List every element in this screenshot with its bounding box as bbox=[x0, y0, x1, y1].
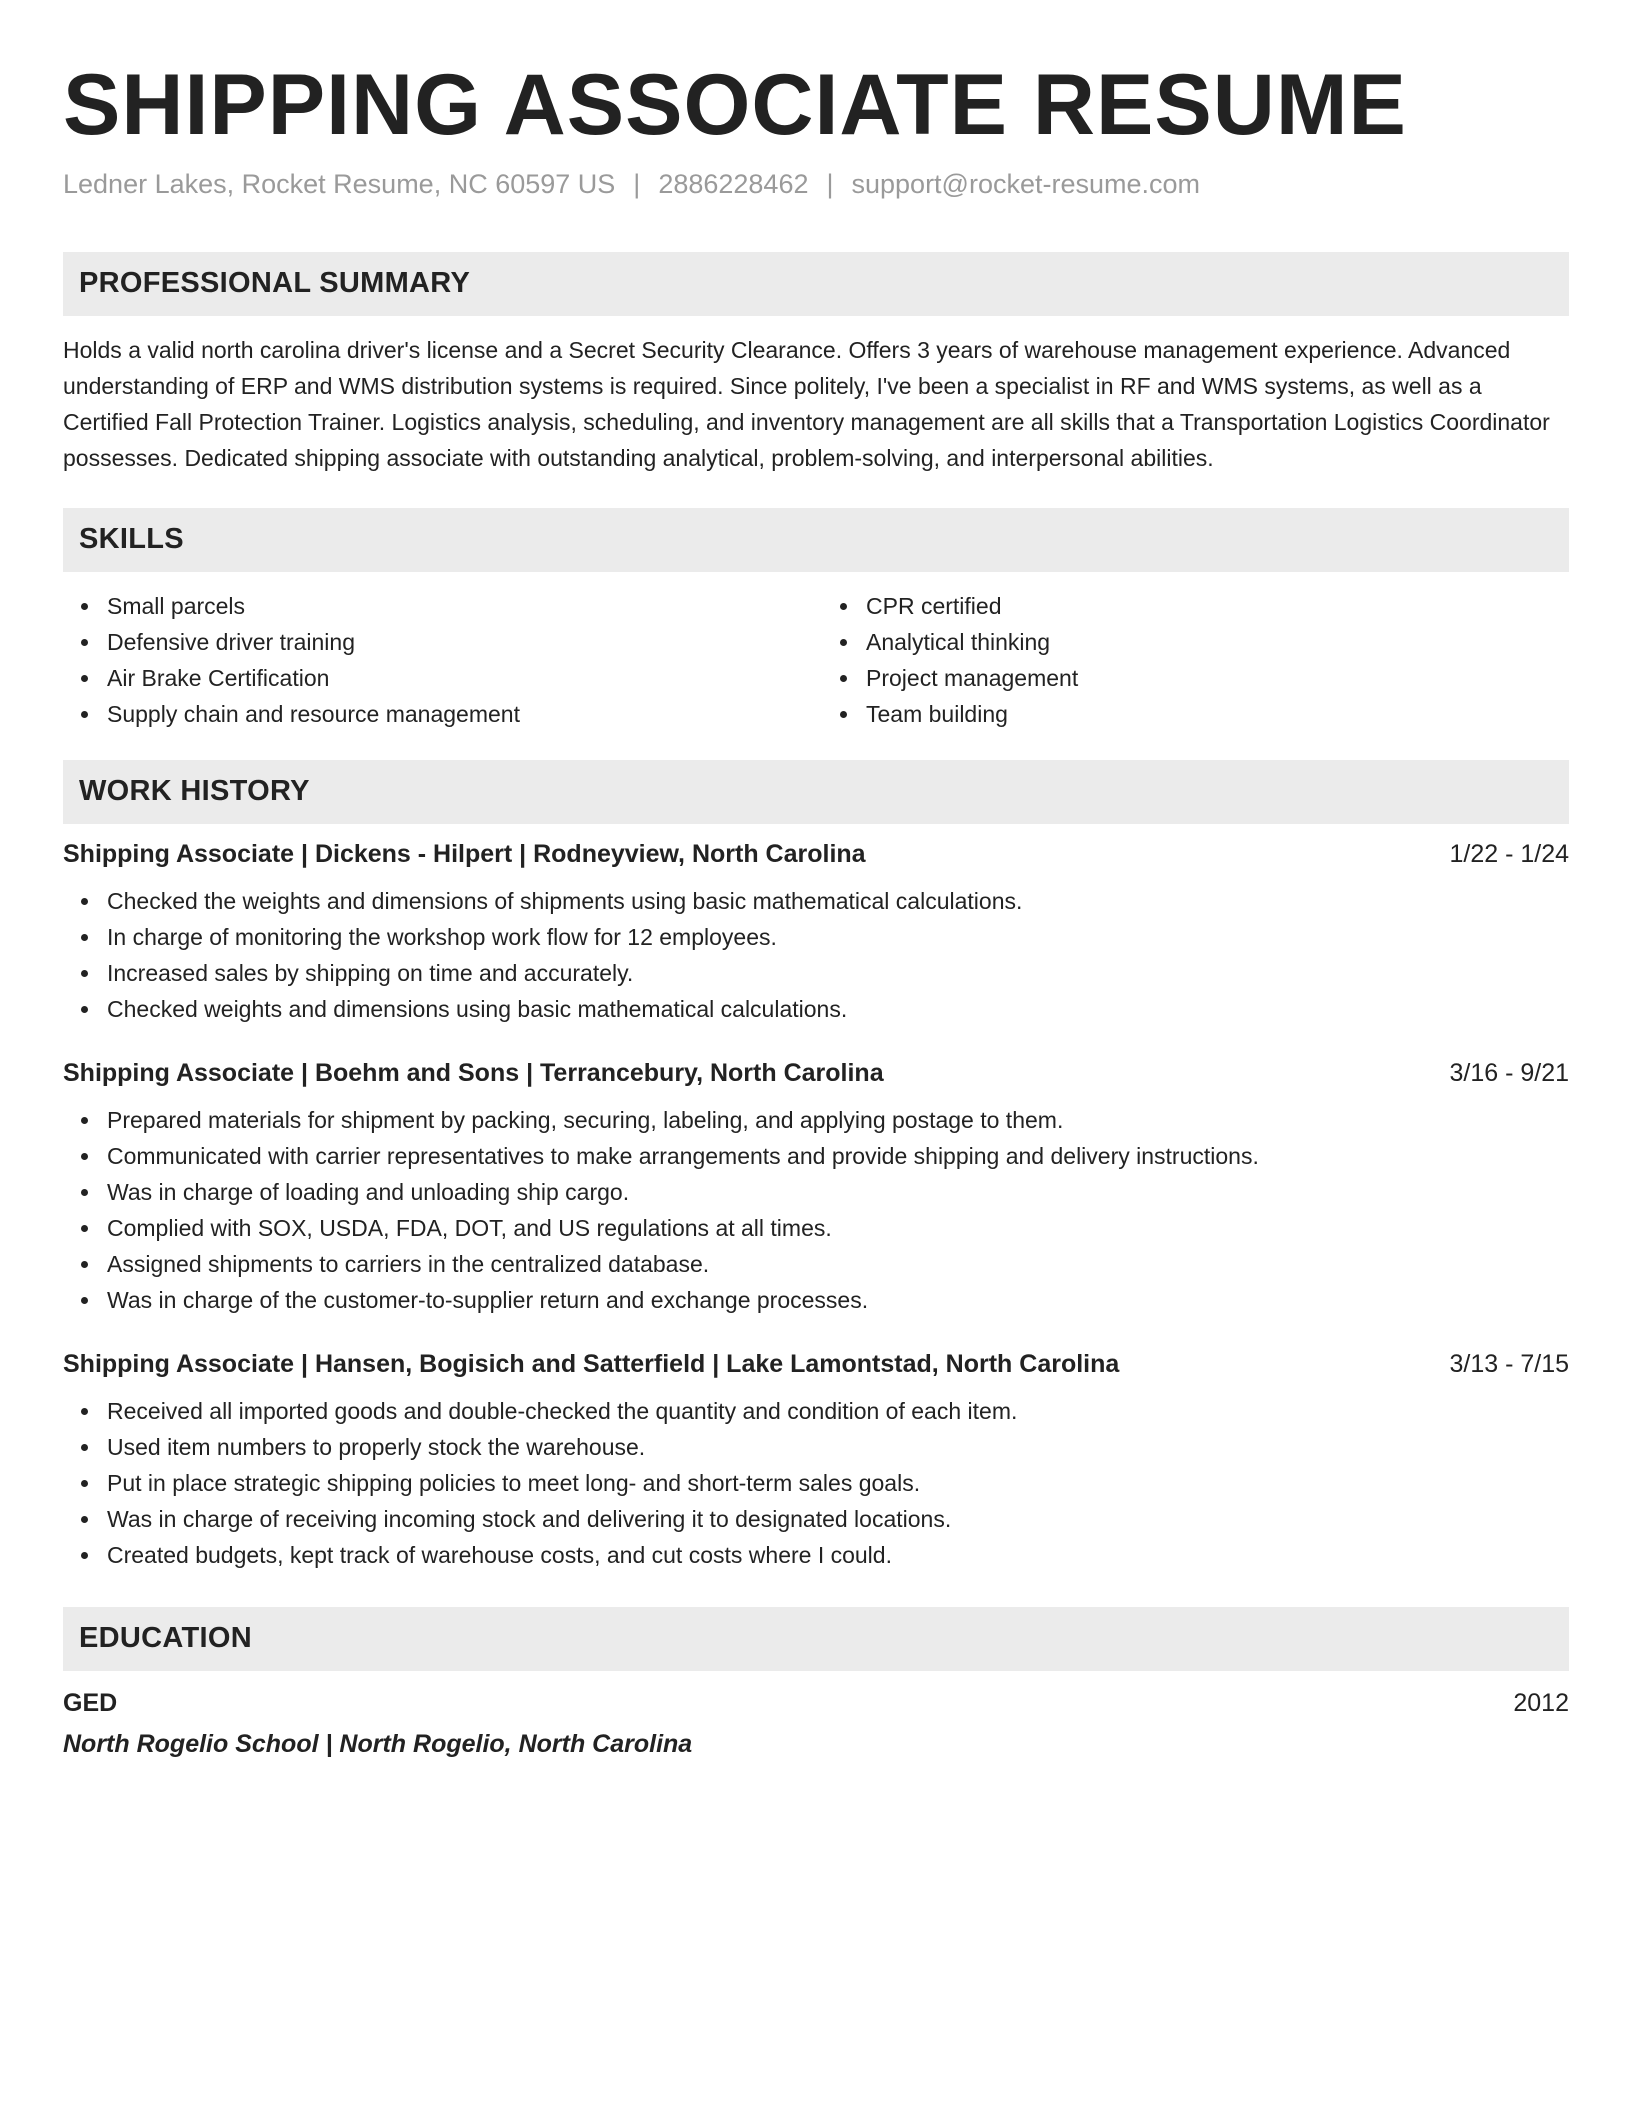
job-entry bbox=[63, 840, 1569, 1027]
job-bullet: Was in charge of the customer-to-supplier return and exchange processes. bbox=[107, 1282, 1569, 1318]
skills-grid bbox=[63, 588, 1569, 732]
skill-item: Analytical thinking bbox=[866, 624, 1569, 660]
job-bullet: Used item numbers to properly stock the warehouse. bbox=[107, 1429, 1569, 1465]
job-dates: 1/22 - 1/24 bbox=[1449, 839, 1569, 868]
job-bullet: Checked the weights and dimensions of shipments using basic mathematical calculations. bbox=[107, 883, 1569, 919]
job-title: Shipping Associate | Dickens - Hilpert | Rodneyview, North Carolina bbox=[63, 839, 866, 868]
job-bullet: Prepared materials for shipment by packing, securing, labeling, and applying postage to them. bbox=[107, 1102, 1569, 1138]
job-bullet: Was in charge of receiving incoming stock and delivering it to designated locations. bbox=[107, 1501, 1569, 1537]
education-degree: GED bbox=[63, 1688, 118, 1717]
job-title: Shipping Associate | Boehm and Sons | Terrancebury, North Carolina bbox=[63, 1058, 884, 1087]
job-bullet: Communicated with carrier representatives to make arrangements and provide shipping and delivery instructions. bbox=[107, 1138, 1569, 1174]
education-entry bbox=[63, 1689, 1569, 1759]
job-bullet: In charge of monitoring the workshop work flow for 12 employees. bbox=[107, 919, 1569, 955]
contact-phone: 2886228462 bbox=[658, 168, 809, 199]
skill-item: Team building bbox=[866, 696, 1569, 732]
job-bullet: Received all imported goods and double-checked the quantity and condition of each item. bbox=[107, 1393, 1569, 1429]
job-bullet: Created budgets, kept track of warehouse costs, and cut costs where I could. bbox=[107, 1537, 1569, 1573]
job-bullet: Was in charge of loading and unloading ship cargo. bbox=[107, 1174, 1569, 1210]
job-bullet: Put in place strategic shipping policies to meet long- and short-term sales goals. bbox=[107, 1465, 1569, 1501]
skills-list-right bbox=[816, 588, 1569, 732]
contact-email: support@rocket-resume.com bbox=[851, 168, 1201, 199]
job-bullets bbox=[63, 883, 1569, 1027]
skill-item: Supply chain and resource management bbox=[107, 696, 816, 732]
section-header-education: EDUCATION bbox=[63, 1607, 1569, 1671]
job-bullet: Increased sales by shipping on time and accurately. bbox=[107, 955, 1569, 991]
skill-item: Small parcels bbox=[107, 588, 816, 624]
skill-item: CPR certified bbox=[866, 588, 1569, 624]
skill-item: Air Brake Certification bbox=[107, 660, 816, 696]
education-school: North Rogelio School | North Rogelio, North Carolina bbox=[63, 1729, 693, 1758]
job-bullets bbox=[63, 1102, 1569, 1318]
job-bullet: Assigned shipments to carriers in the centralized database. bbox=[107, 1246, 1569, 1282]
job-bullet: Complied with SOX, USDA, FDA, DOT, and US regulations at all times. bbox=[107, 1210, 1569, 1246]
job-bullets bbox=[63, 1393, 1569, 1573]
section-header-summary: PROFESSIONAL SUMMARY bbox=[63, 252, 1569, 316]
page-title: SHIPPING ASSOCIATE RESUME bbox=[63, 57, 1407, 153]
job-title: Shipping Associate | Hansen, Bogisich and Satterfield | Lake Lamontstad, North Carolina bbox=[63, 1349, 1120, 1378]
contact-address: Ledner Lakes, Rocket Resume, NC 60597 US bbox=[63, 168, 616, 199]
job-entry bbox=[63, 1350, 1569, 1573]
section-header-work-history: WORK HISTORY bbox=[63, 760, 1569, 824]
education-year: 2012 bbox=[1513, 1688, 1569, 1717]
job-entry bbox=[63, 1059, 1569, 1318]
contact-separator: | bbox=[826, 168, 834, 199]
contact-separator: | bbox=[633, 168, 641, 199]
skill-item: Project management bbox=[866, 660, 1569, 696]
job-bullet: Checked weights and dimensions using basic mathematical calculations. bbox=[107, 991, 1569, 1027]
job-dates: 3/13 - 7/15 bbox=[1449, 1349, 1569, 1378]
summary-text: Holds a valid north carolina driver's license and a Secret Security Clearance. Offers 3 years of warehouse management experience. Advanced understanding of ERP and WMS distribution systems is required. Since politely, I've been a specialist in RF and WMS systems, as well as a Certified Fall Protection Trainer. Logistics analysis, scheduling, and inventory management are all skills that a Transportation Logistics Coordinator possesses. Dedicated shipping associate with outstanding analytical, problem-solving, and interpersonal abilities. bbox=[63, 336, 1550, 471]
job-dates: 3/16 - 9/21 bbox=[1449, 1058, 1569, 1087]
skills-list-left bbox=[63, 588, 816, 732]
contact-line bbox=[63, 169, 1569, 200]
section-header-skills: SKILLS bbox=[63, 508, 1569, 572]
skill-item: Defensive driver training bbox=[107, 624, 816, 660]
